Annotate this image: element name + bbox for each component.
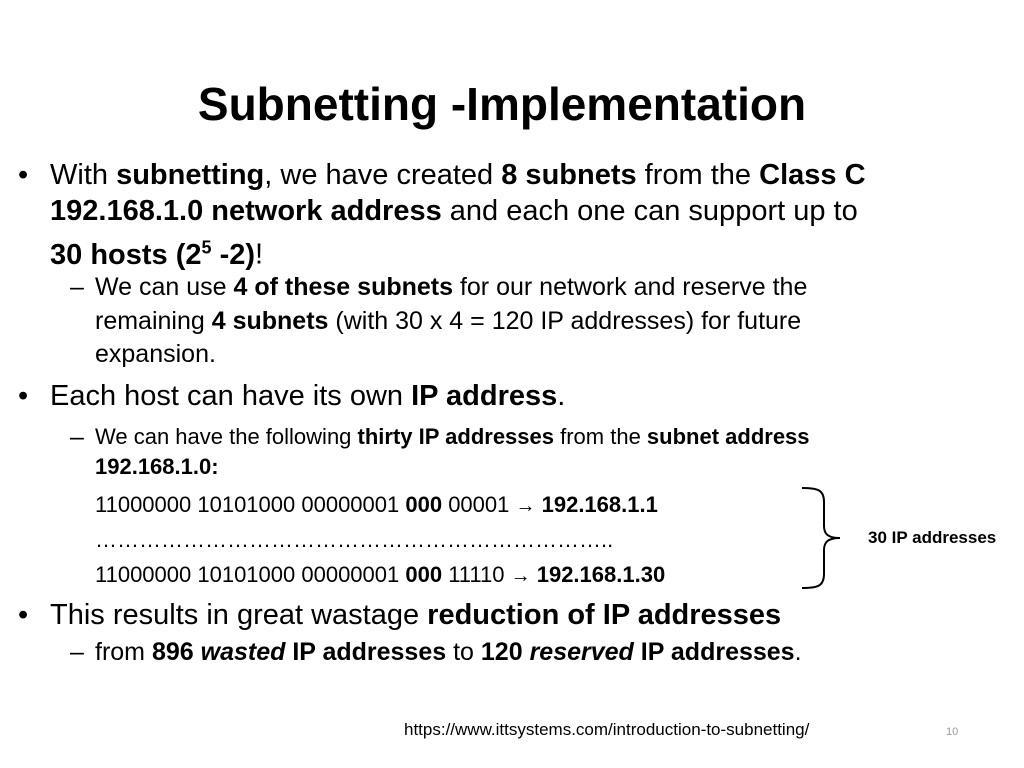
text: Each host can have its own xyxy=(50,380,412,412)
binary-host-bits: 11110 xyxy=(442,562,511,587)
bullet-glyph: • xyxy=(18,159,29,191)
text: ! xyxy=(255,238,264,271)
text: We can have the following xyxy=(95,424,358,449)
text: from xyxy=(95,638,152,666)
text: . xyxy=(794,638,802,666)
bold-text: subnet address xyxy=(646,424,810,449)
sub-bullet-1-line-1 xyxy=(95,271,807,303)
bullet-1-line-3 xyxy=(50,229,263,273)
sub-bullet-1-line-3: expansion. xyxy=(95,340,216,368)
bold-text: 896 xyxy=(151,638,201,666)
arrow-icon: → xyxy=(515,495,536,517)
slide-title: Subnetting -Implementation xyxy=(197,78,807,130)
bullet-glyph: • xyxy=(18,380,29,412)
dash-glyph: – xyxy=(70,273,84,301)
text: remaining xyxy=(95,307,212,335)
text: from the xyxy=(554,424,647,449)
page-number: 10 xyxy=(946,726,959,738)
bold-text: 192.168.1.0 network address xyxy=(50,195,442,227)
text: This results in great wastage xyxy=(50,599,428,631)
sub-bullet-3-line-1 xyxy=(95,636,802,668)
bold-italic-text: reserved xyxy=(529,638,634,666)
bold-text: subnetting xyxy=(116,159,265,191)
sub-bullet-1-line-2 xyxy=(95,305,801,337)
ip-address: 192.168.1.1 xyxy=(541,492,658,517)
bold-text: reduction of IP addresses xyxy=(427,599,782,631)
bold-text: 8 subnets xyxy=(501,159,637,191)
text: . xyxy=(557,380,566,412)
arrow-icon: → xyxy=(510,565,531,587)
text: from the xyxy=(636,159,760,191)
bold-text: 4 subnets xyxy=(211,307,329,335)
bold-text: 120 xyxy=(480,638,530,666)
binary-host-bits: 00001 xyxy=(442,492,516,517)
text: With xyxy=(50,159,117,191)
binary-subnet-bits: 000 xyxy=(405,492,443,517)
bold-text: Class C xyxy=(759,159,866,191)
bullet-2-line-1 xyxy=(50,378,565,414)
text: to xyxy=(446,638,481,666)
bullet-3-line-1 xyxy=(50,597,781,633)
dash-glyph: – xyxy=(70,638,84,666)
ip-address: 192.168.1.30 xyxy=(536,562,666,587)
binary-network-bits: 11000000 10101000 00000001 xyxy=(95,562,406,587)
bold-italic-text: wasted xyxy=(200,638,286,666)
bold-text: 4 of these subnets xyxy=(233,273,454,301)
text: (with 30 x 4 = 120 IP addresses) for future xyxy=(328,307,802,335)
text: , we have created xyxy=(264,159,502,191)
text: -2) xyxy=(211,238,256,271)
superscript: 5 xyxy=(201,237,212,257)
bold-text xyxy=(50,239,255,271)
text: We can use xyxy=(95,273,234,301)
right-brace-icon xyxy=(800,484,860,592)
text: for our network and reserve the xyxy=(453,273,808,301)
bullet-glyph: • xyxy=(18,599,29,631)
bold-text: 192.168.1.0: xyxy=(95,454,219,479)
text: 30 hosts (2 xyxy=(50,238,202,271)
bullet-1-line-2 xyxy=(50,193,858,229)
source-link[interactable]: https://www.ittsystems.com/introduction-to-subnetting/ xyxy=(404,720,810,739)
sub-bullet-2-line-1 xyxy=(95,422,810,452)
dash-glyph: – xyxy=(70,423,84,451)
bullet-1-line-1 xyxy=(50,157,866,193)
binary-network-bits: 11000000 10101000 00000001 xyxy=(95,492,406,517)
brace-note: 30 IP addresses xyxy=(868,528,997,547)
binary-ellipsis: …………………………………………………………….. xyxy=(95,527,614,552)
text: and each one can support up to xyxy=(441,195,858,227)
bold-text: IP address xyxy=(411,380,558,412)
binary-row-first xyxy=(95,490,658,521)
bold-text: thirty IP addresses xyxy=(357,424,554,449)
bold-text: IP addresses xyxy=(285,638,447,666)
binary-row-last xyxy=(95,560,665,591)
bold-text: IP addresses xyxy=(633,638,795,666)
sub-bullet-2-line-2 xyxy=(95,452,219,482)
binary-subnet-bits: 000 xyxy=(405,562,443,587)
